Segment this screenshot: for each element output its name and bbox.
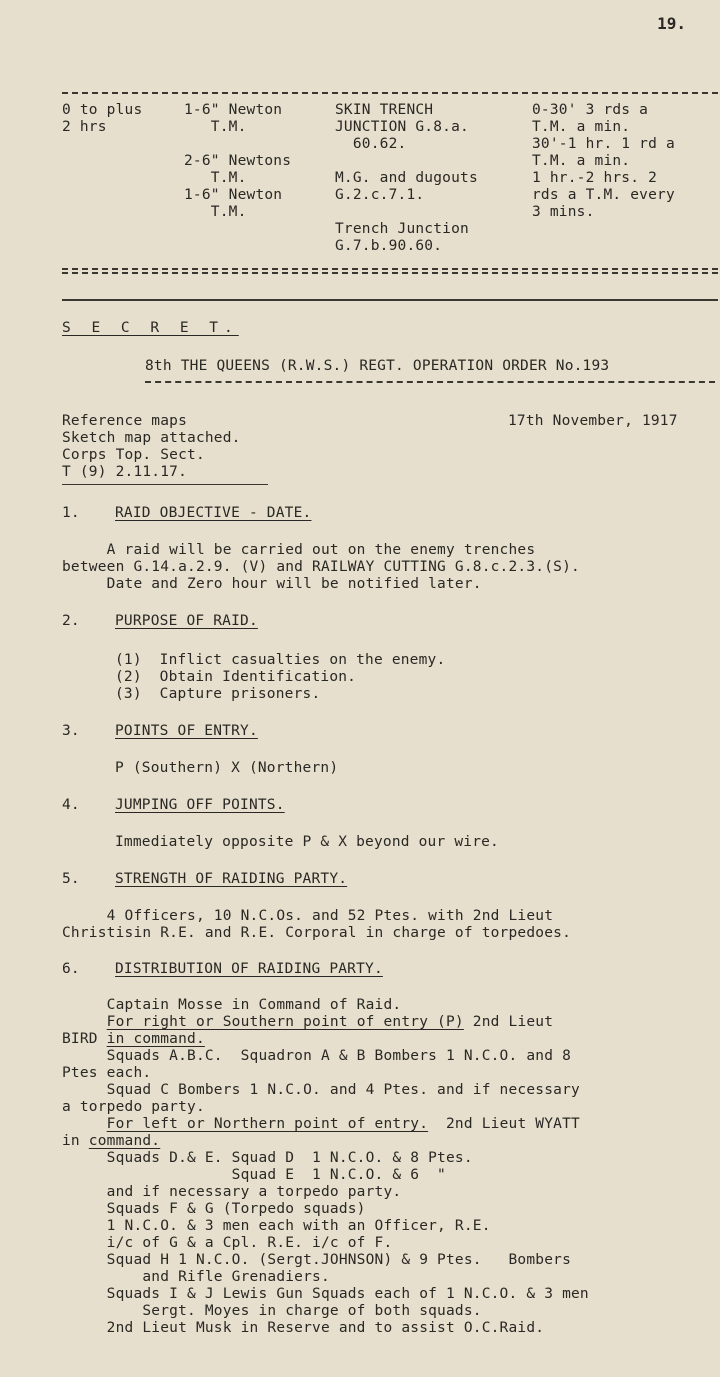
references-rule	[62, 484, 268, 485]
section-2-body: (1) Inflict casualties on the enemy. (2) Obtain Identification. (3) Capture prisoners.	[115, 652, 446, 702]
dashed-rule-top	[62, 92, 718, 94]
references: Reference maps Sketch map attached. Corps Top. Sect. T (9) 2.11.17.	[62, 413, 241, 480]
section-6-body: Captain Mosse in Command of Raid. For right or Southern point of entry (P) 2nd Lieut BIRD in command. Squads A.B.C. Squadron A & B Bombers 1 N.C.O. and 8 Ptes each. Squad C Bombers 1 N.C.O. and 4 Ptes. and if necessary a torpedo party. For left or Northern point of entry. 2nd Lieut WYATT in command. Squads D.& E. Squad D 1 N.C.O. & 8 Ptes. Squad E 1 N.C.O. & 6 " and if necessary a torpedo party. Squads F & G (Torpedo squads) 1 N.C.O. & 3 men each with an Officer, R.E. i/c of G & a Cpl. R.E. i/c of F. Squad H 1 N.C.O. (Sergt.JOHNSON) & 9 Ptes. Bombers and Rifle Grenadiers. Squads I & J Lewis Gun Squads each of 1 N.C.O. & 3 men Sergt. Moyes in charge of both squads. 2nd Lieut Musk in Reserve and to assist O.C.Raid.	[62, 997, 589, 1336]
section-3-body: P (Southern) X (Northern)	[115, 760, 339, 776]
order-title: 8th THE QUEENS (R.W.S.) REGT. OPERATION ORDER No.193	[145, 358, 610, 374]
page-number: 19.	[657, 14, 686, 33]
section-5-body: 4 Officers, 10 N.C.Os. and 52 Ptes. with 2nd Lieut Christisin R.E. and R.E. Corporal in charge of torpedoes.	[62, 908, 571, 941]
section-6-number: 6.	[62, 961, 80, 977]
solid-rule	[62, 299, 718, 301]
table-col-target: SKIN TRENCH JUNCTION G.8.a. 60.62. M.G. and dugouts G.2.c.7.1. Trench Junction G.7.b.90.60.	[335, 102, 478, 254]
section-1-body: A raid will be carried out on the enemy trenches between G.14.a.2.9. (V) and RAILWAY CUTTING G.8.c.2.3.(S). Date and Zero hour will be notified later.	[62, 542, 580, 592]
table-col-weapon: 1-6" Newton T.M. 2-6" Newtons T.M. 1-6" Newton T.M.	[184, 102, 292, 220]
order-title-rule	[145, 381, 715, 383]
secret-heading: S E C R E T.	[62, 320, 239, 336]
section-4-body: Immediately opposite P & X beyond our wire.	[115, 834, 499, 850]
double-rule	[62, 268, 718, 274]
section-2-number: 2.	[62, 613, 80, 629]
table-col-time: 0 to plus 2 hrs	[62, 102, 143, 135]
section-1-number: 1.	[62, 505, 80, 521]
section-2-title: PURPOSE OF RAID.	[115, 613, 258, 629]
section-3-title: POINTS OF ENTRY.	[115, 723, 258, 739]
section-6-title: DISTRIBUTION OF RAIDING PARTY.	[115, 961, 383, 977]
section-4-number: 4.	[62, 797, 80, 813]
section-5-title: STRENGTH OF RAIDING PARTY.	[115, 871, 348, 887]
section-4-title: JUMPING OFF POINTS.	[115, 797, 285, 813]
section-5-number: 5.	[62, 871, 80, 887]
table-col-rate: 0-30' 3 rds a T.M. a min. 30'-1 hr. 1 rd a T.M. a min. 1 hr.-2 hrs. 2 rds a T.M. every 3 mins.	[532, 102, 675, 220]
section-1-title: RAID OBJECTIVE - DATE.	[115, 505, 312, 521]
order-date: 17th November, 1917	[508, 413, 678, 429]
section-3-number: 3.	[62, 723, 80, 739]
